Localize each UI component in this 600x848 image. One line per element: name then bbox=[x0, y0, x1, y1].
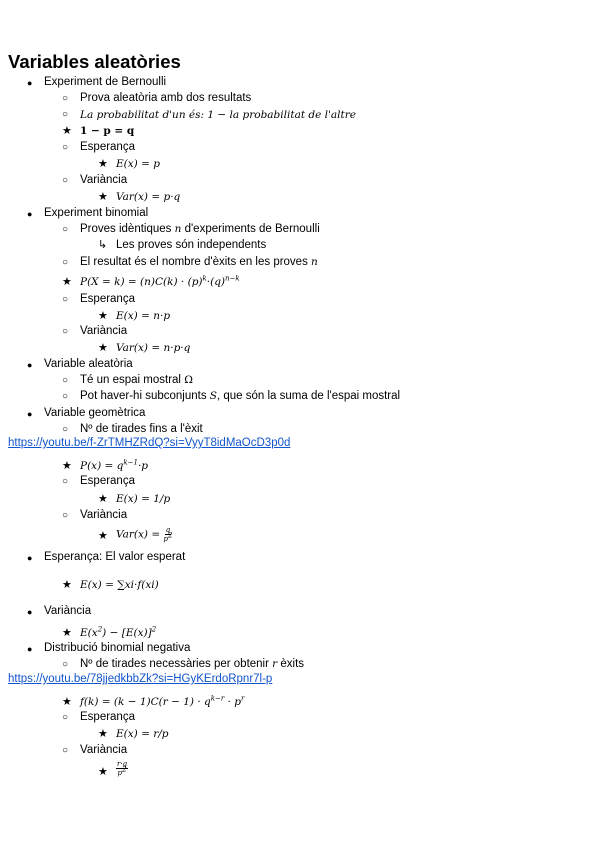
text: ·p bbox=[137, 460, 148, 472]
math-n: n bbox=[174, 223, 182, 235]
denominator bbox=[117, 765, 127, 777]
numerator: r·q bbox=[117, 760, 128, 768]
bullet-l3: ★ bbox=[62, 579, 72, 591]
text: Nº de tirades necessàries per obtenir bbox=[80, 658, 273, 670]
binomial-negativa-video-link[interactable]: https://youtu.be/78jjedkbbZk?si=HGyKErdoRpnr7l-p bbox=[8, 673, 273, 685]
math-s: S bbox=[209, 390, 217, 402]
fraction bbox=[116, 760, 128, 777]
bullet-l1: ● bbox=[27, 209, 33, 219]
binomial-negativa-heading: Distribució binomial negativa bbox=[44, 642, 191, 654]
bullet-l3: ★ bbox=[98, 158, 108, 170]
bullet-l2: ○ bbox=[62, 745, 69, 756]
math-omega: Ω bbox=[184, 374, 193, 386]
variancia-heading: Variància bbox=[44, 605, 92, 617]
numerator: q bbox=[165, 526, 171, 534]
bullet-l1: ● bbox=[27, 78, 33, 88]
text: Proves idèntiques bbox=[80, 223, 175, 235]
bullet-l3: ★ bbox=[62, 627, 72, 639]
text: ) − [E(x)] bbox=[102, 627, 152, 639]
exponent: 2 bbox=[97, 625, 103, 634]
page-title: Variables aleatòries bbox=[8, 51, 181, 72]
bullet-l3: ★ bbox=[98, 342, 108, 354]
text: Pot haver-hi subconjunts bbox=[80, 390, 210, 402]
bullet-l3: ★ bbox=[98, 191, 108, 203]
bullet-l2: ○ bbox=[62, 109, 69, 120]
binomial-esperanca: Esperança bbox=[80, 293, 135, 305]
bullet-l3: ★ bbox=[62, 276, 72, 288]
bullet-l2: ○ bbox=[62, 257, 69, 268]
binomial-resultat bbox=[80, 254, 318, 270]
bullet-l2: ○ bbox=[62, 712, 69, 723]
exponent: k−r bbox=[210, 694, 225, 703]
binomial-heading: Experiment binomial bbox=[44, 207, 149, 219]
bernoulli-heading: Experiment de Bernoulli bbox=[44, 76, 167, 88]
bullet-l2: ○ bbox=[62, 224, 69, 235]
bullet-l2: ○ bbox=[62, 659, 69, 670]
exponent: k bbox=[202, 274, 207, 283]
binomial-independent: Les proves són independents bbox=[116, 239, 267, 251]
bullet-l1: ● bbox=[27, 553, 33, 563]
text: Té un espai mostral bbox=[80, 374, 185, 386]
bullet-l2: ○ bbox=[62, 142, 69, 153]
binomial-negativa-esperanca: Esperança bbox=[80, 711, 135, 723]
bullet-l1: ● bbox=[27, 409, 33, 419]
text: E(x bbox=[80, 627, 98, 639]
bullet-l2: ○ bbox=[62, 175, 69, 186]
text: ·(q) bbox=[206, 276, 226, 288]
text: èxits bbox=[277, 658, 305, 670]
denominator bbox=[163, 531, 173, 543]
geometrica-heading: Variable geomètrica bbox=[44, 407, 146, 419]
text: P(x) = q bbox=[80, 460, 124, 472]
bullet-l2: ○ bbox=[62, 375, 69, 386]
exponent: 2 bbox=[167, 531, 173, 540]
binomial-negativa-formula bbox=[80, 694, 244, 710]
bernoulli-esperanca-formula: E(x) = p bbox=[116, 158, 160, 170]
geometrica-video-link[interactable]: https://youtu.be/f-ZrTMHZRdQ?si=VyyT8idMaOcD3p0d bbox=[8, 437, 291, 449]
esperanca-heading: Esperança: El valor esperat bbox=[44, 551, 186, 563]
exponent: r bbox=[240, 694, 245, 703]
text: , que són la suma de l'espai mostral bbox=[216, 390, 401, 402]
binomial-negativa-tirades bbox=[80, 656, 304, 672]
geometrica-variancia: Variància bbox=[80, 509, 128, 521]
bullet-l1: ● bbox=[27, 607, 33, 617]
text: · p bbox=[224, 696, 241, 708]
geometrica-esperanca-formula: E(x) = 1/p bbox=[116, 493, 171, 505]
bernoulli-prova: Prova aleatòria amb dos resultats bbox=[80, 92, 252, 104]
bullet-l2: ○ bbox=[62, 510, 69, 521]
bullet-l3: ★ bbox=[98, 728, 108, 740]
binomial-negativa-esperanca-formula: E(x) = r/p bbox=[116, 728, 169, 740]
bullet-l2: ○ bbox=[62, 294, 69, 305]
fraction bbox=[164, 526, 173, 543]
bullet-l2: ○ bbox=[62, 391, 69, 402]
binomial-variancia: Variància bbox=[80, 325, 128, 337]
geometrica-probability-formula bbox=[80, 458, 148, 474]
bullet-l3: ★ bbox=[98, 530, 108, 542]
binomial-negativa-variancia-formula bbox=[116, 760, 128, 777]
exponent: n−k bbox=[225, 274, 240, 283]
bullet-l3: ★ bbox=[98, 493, 108, 505]
bernoulli-probability: La probabilitat d'un és: 1 − la probabilitat de l'altre bbox=[80, 109, 356, 121]
bullet-l3: ★ bbox=[62, 460, 72, 472]
espai-mostral bbox=[80, 372, 193, 388]
geometrica-esperanca: Esperança bbox=[80, 475, 135, 487]
esperanca-formula: E(x) = ∑xi·f(xi) bbox=[80, 579, 159, 591]
math-n: n bbox=[311, 256, 318, 268]
exponent: 2 bbox=[151, 625, 157, 634]
bullet-l2: ○ bbox=[62, 424, 69, 435]
geometrica-variancia-formula bbox=[116, 526, 172, 543]
exponent: k−1 bbox=[123, 458, 138, 467]
bullet-l2: ○ bbox=[62, 326, 69, 337]
bullet-l2: ○ bbox=[62, 93, 69, 104]
text: d'experiments de Bernoulli bbox=[181, 223, 320, 235]
variable-aleatoria-heading: Variable aleatòria bbox=[44, 358, 133, 370]
bullet-l1: ● bbox=[27, 644, 33, 654]
exponent: 2 bbox=[122, 765, 127, 774]
text: P(X = k) = (n)C(k) · (p) bbox=[80, 276, 203, 288]
bullet-l1: ● bbox=[27, 360, 33, 370]
bullet-l2: ○ bbox=[62, 476, 69, 487]
text: p bbox=[163, 535, 168, 543]
binomial-proves bbox=[80, 221, 320, 237]
bullet-l3: ★ bbox=[98, 310, 108, 322]
binomial-negativa-variancia: Variància bbox=[80, 744, 128, 756]
bernoulli-variancia-formula: Var(x) = p·q bbox=[116, 191, 181, 203]
text: Var(x) = bbox=[116, 528, 164, 541]
text: El resultat és el nombre d'èxits en les proves bbox=[80, 256, 312, 268]
bernoulli-variancia: Variància bbox=[80, 174, 128, 186]
binomial-variancia-formula: Var(x) = n·p·q bbox=[116, 342, 191, 354]
bullet-l3: ★ bbox=[62, 696, 72, 708]
geometrica-tirades: Nº de tirades fins a l'èxit bbox=[80, 423, 203, 435]
text: f(k) = (k − 1)C(r − 1) · q bbox=[80, 696, 211, 708]
bullet-l4-arrow: ↳ bbox=[98, 239, 108, 251]
text: p bbox=[117, 769, 123, 777]
bernoulli-esperanca: Esperança bbox=[80, 141, 135, 153]
bernoulli-relation: 1 − p = q bbox=[80, 125, 135, 137]
binomial-probability-formula bbox=[80, 274, 240, 290]
subconjunts bbox=[80, 388, 400, 404]
bullet-l3: ★ bbox=[62, 125, 72, 137]
binomial-esperanca-formula: E(x) = n·p bbox=[116, 310, 171, 322]
math-r: r bbox=[272, 658, 278, 670]
bullet-l3: ★ bbox=[98, 766, 108, 778]
variancia-formula bbox=[80, 625, 156, 641]
